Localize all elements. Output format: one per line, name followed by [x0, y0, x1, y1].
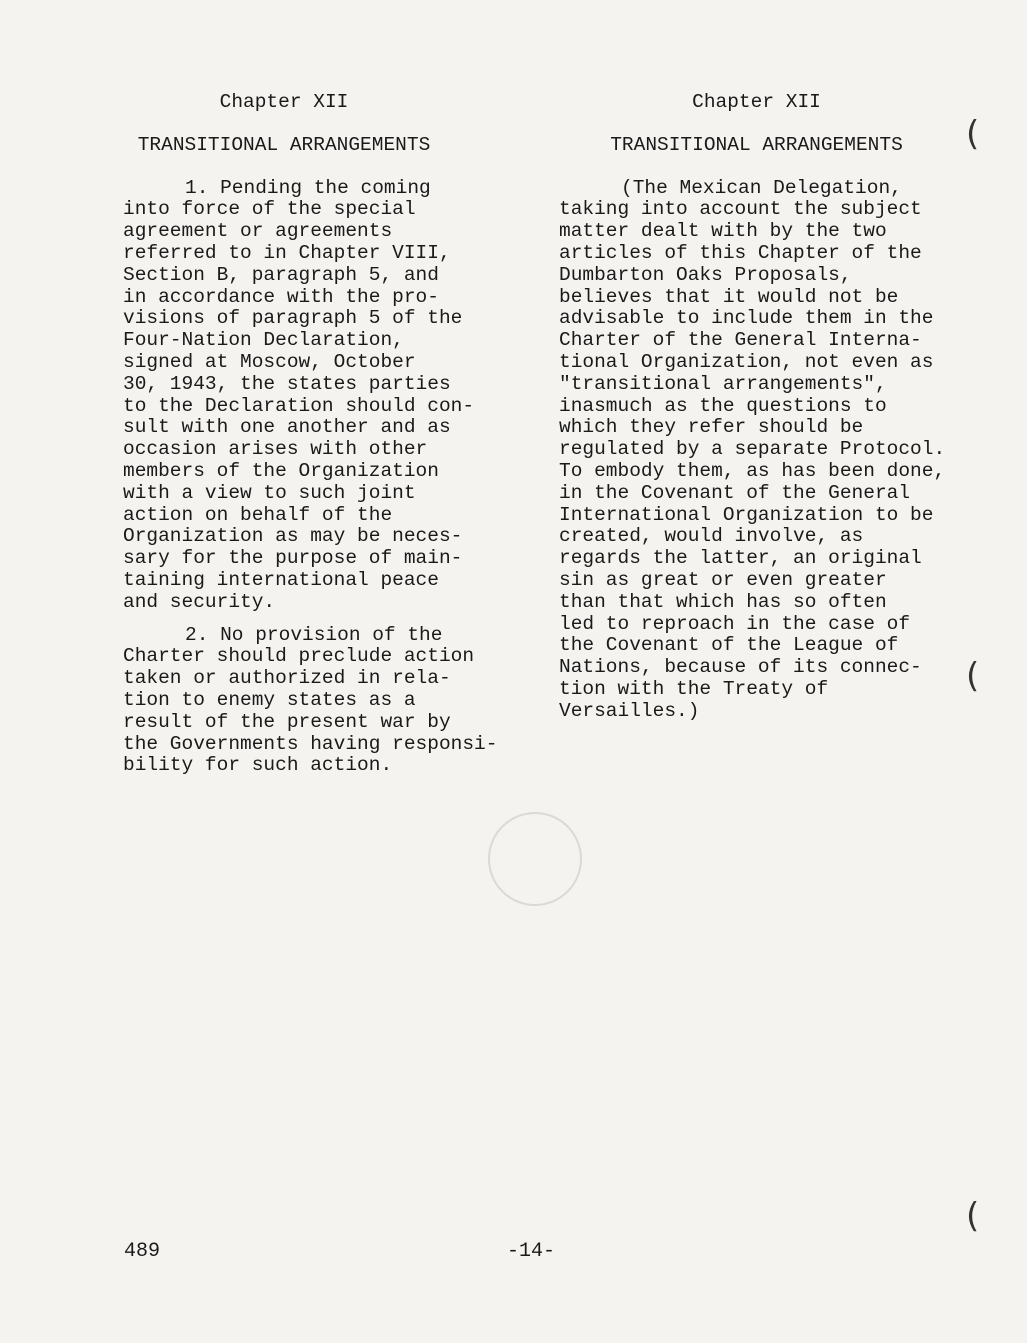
right-section-title: TRANSITIONAL ARRANGEMENTS: [610, 133, 903, 156]
left-chapter-heading: Chapter XII: [219, 91, 349, 113]
left-section-title: TRANSITIONAL ARRANGEMENTS: [137, 133, 431, 156]
document-number: 489: [124, 1240, 161, 1263]
left-paragraph-2: 2. No provision of the Charter should preclude action taken or authorized in rela- tion to enemy states as a result of the present war by the Governments having responsi- bility for such action.: [123, 623, 498, 777]
faded-archive-stamp: [488, 812, 582, 906]
left-column: [123, 92, 523, 788]
margin-bracket-mark: (: [966, 1196, 980, 1236]
right-paragraph-1: (The Mexican Delegation, taking into account the subject matter dealt with by the two articles of this Chapter of the Dumbarton Oaks Proposals, believes that it would not be advisable to include them in the Charter of the General Interna- tional Organization, not even as "transitional arrangements", inasmuch as the questions to which they refer should be regulated by a separate Protocol. To embody them, as has been done, in the Covenant of the General International Organization to be created, would involve, as regards the latter, an original sin as great or even greater than that which has so often led to reproach in the case of the Covenant of the League of Nations, because of its connec- tion with the Treaty of Versailles.): [559, 176, 946, 722]
margin-bracket-mark: (: [966, 114, 980, 154]
page-number: -14-: [507, 1240, 556, 1263]
left-paragraph-1: 1. Pending the coming into force of the special agreement or agreements referred to in Chapter VIII, Section B, paragraph 5, and in accordance with the pro- visions of paragraph 5 of the Four-Nation Declaration, signed at Moscow, October 30, 1943, the states parties to the Declaration should con- sult with one another and as occasion arises with other members of the Organization with a view to such joint action on behalf of the Organization as may be neces- sary for the purpose of main- taining international peace and security.: [123, 176, 475, 613]
margin-bracket-mark: (: [966, 656, 980, 696]
right-chapter-heading: Chapter XII: [692, 91, 821, 113]
right-column: [559, 92, 979, 734]
